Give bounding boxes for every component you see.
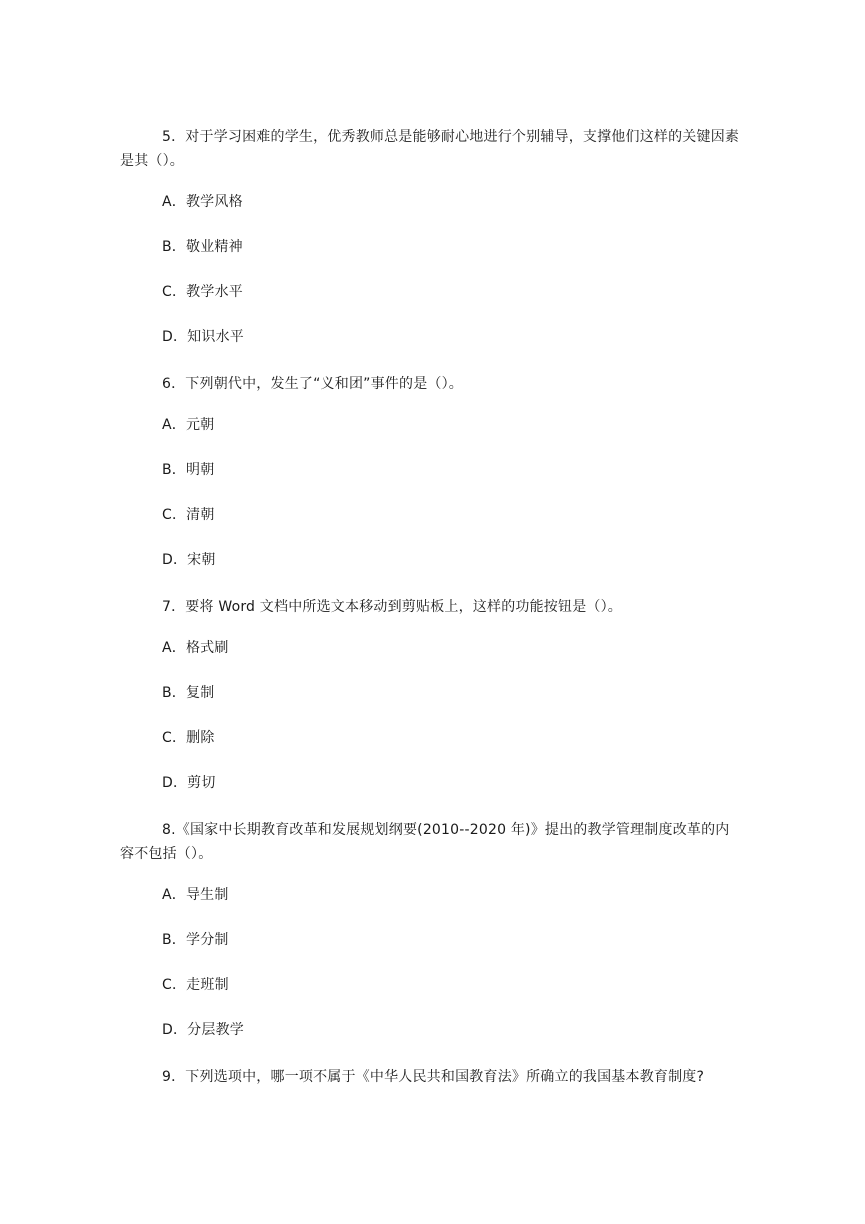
document-body [120,125,740,1089]
option-6b: B．明朝 [162,462,215,478]
option-8b: B．学分制 [162,932,229,948]
option-8a: A．导生制 [162,887,229,903]
question-7: 7．要将 Word 文档中所选文本移动到剪贴板上，这样的功能按钮是（）。 [162,599,622,615]
option-7b: B．复制 [162,685,215,701]
option-8d: D．分层教学 [162,1022,244,1038]
question-6: 6．下列朝代中，发生了“义和团”事件的是（）。 [162,376,464,392]
option-7c: C．删除 [162,730,215,746]
question-5: 5．对于学习困难的学生，优秀教师总是能够耐心地进行个别辅导，支撑他们这样的关键因素是其（）。 [120,129,740,169]
option-7d: D．剪切 [162,775,216,791]
option-5d: D．知识水平 [162,329,244,345]
question-8: 8.《国家中长期教育改革和发展规划纲要(2010--2020 年)》提出的教学管理制度改革的内容不包括（）。 [120,822,730,862]
question-9: 9．下列选项中，哪一项不属于《中华人民共和国教育法》所确立的我国基本教育制度? [162,1069,705,1085]
option-5c: C．教学水平 [162,284,243,300]
option-5b: B．敬业精神 [162,239,243,255]
option-7a: A．格式刷 [162,640,229,656]
option-6c: C．清朝 [162,507,215,523]
option-5a: A．教学风格 [162,194,243,210]
option-6d: D．宋朝 [162,552,216,568]
option-8c: C．走班制 [162,977,229,993]
option-6a: A．元朝 [162,417,215,433]
